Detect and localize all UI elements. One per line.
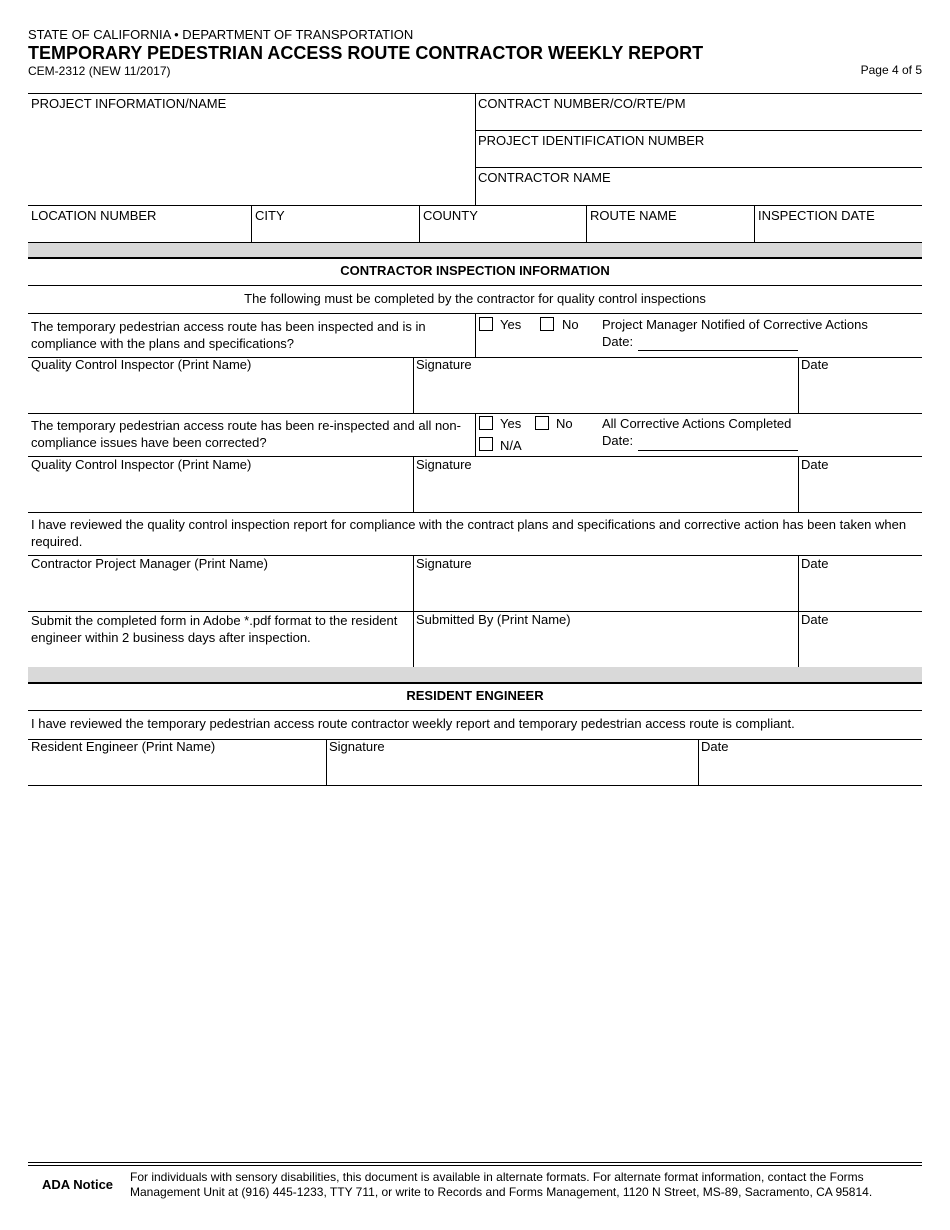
section-band (28, 667, 922, 682)
section-band (28, 243, 922, 257)
rule (28, 785, 922, 786)
rule (326, 739, 327, 785)
resident-section-title: RESIDENT ENGINEER (406, 688, 544, 703)
contract-number-field[interactable] (478, 95, 918, 129)
rule (28, 257, 922, 259)
rule (28, 682, 922, 684)
route-name-label: ROUTE NAME (590, 208, 677, 223)
re-signature-field[interactable] (329, 738, 694, 783)
contractor-name-field[interactable] (478, 169, 918, 203)
city-label: CITY (255, 208, 285, 223)
rule (475, 93, 476, 205)
qc-date-2-label: Date (801, 457, 829, 472)
ada-notice-label: ADA Notice (42, 1177, 114, 1192)
contractor-instruction: The following must be completed by the contractor for quality control inspections (244, 291, 706, 306)
re-signature-label: Signature (329, 739, 385, 754)
rule (28, 1162, 922, 1163)
q1-yes-label: Yes (500, 317, 522, 332)
question-2: The temporary pedestrian access route has been re-inspected and all non-compliance issues have been corrected? (31, 418, 461, 450)
submitted-by-field[interactable] (416, 611, 794, 665)
resident-engineer-field[interactable] (31, 738, 321, 783)
rule (586, 205, 587, 242)
qc-date-1-label: Date (801, 357, 829, 372)
q1-date-label: Date: (602, 334, 634, 349)
q2-no-checkbox[interactable] (535, 416, 549, 430)
qc-inspector-2-label: Quality Control Inspector (Print Name) (31, 457, 252, 472)
q2-na-label: N/A (500, 438, 522, 453)
re-date-field[interactable] (701, 738, 919, 783)
q1-no-label: No (562, 317, 579, 332)
rule (28, 512, 922, 513)
contractor-pm-label: Contractor Project Manager (Print Name) (31, 556, 268, 571)
rule (28, 1165, 922, 1166)
qc-date-1-field[interactable] (801, 356, 919, 410)
route-name-field[interactable] (590, 207, 750, 240)
q1-no-checkbox[interactable] (540, 317, 554, 331)
submitted-date-label: Date (801, 612, 829, 627)
contractor-section-title: CONTRACTOR INSPECTION INFORMATION (340, 263, 610, 278)
rule (413, 456, 414, 512)
rule (475, 167, 922, 168)
pm-signature-label: Signature (416, 556, 472, 571)
city-field[interactable] (255, 207, 415, 240)
form-number: CEM-2312 (NEW 11/2017) (28, 64, 171, 78)
pm-date-field[interactable] (801, 555, 919, 609)
qc-inspector-2-field[interactable] (31, 456, 409, 510)
review-statement: I have reviewed the quality control inspection report for compliance with the contract plans and specifications and corrective action has been taken when required. (31, 517, 907, 549)
q1-notice: Project Manager Notified of Corrective Actions (602, 317, 868, 332)
resident-engineer-label: Resident Engineer (Print Name) (31, 739, 216, 754)
project-id-field[interactable] (478, 132, 918, 166)
re-date-label: Date (701, 739, 729, 754)
ada-notice-text: For individuals with sensory disabilities, this document is available in alternate formats. For alternate format information, contact the Forms Management Unit at (916) 445-1233, TTY 711, or write to Records and Forms Management, 1120 N Street, MS-89, Sacramento, CA 95814. (130, 1170, 873, 1199)
q1-yes-checkbox[interactable] (479, 317, 493, 331)
contractor-pm-field[interactable] (31, 555, 409, 609)
qc-inspector-1-field[interactable] (31, 356, 409, 410)
page-number: Page 4 of 5 (860, 63, 922, 77)
submitted-date-field[interactable] (801, 611, 919, 665)
rule (413, 357, 414, 413)
rule (28, 285, 922, 286)
pm-signature-field[interactable] (416, 555, 794, 609)
rule (475, 413, 476, 456)
county-label: COUNTY (423, 208, 478, 223)
project-id-label: PROJECT IDENTIFICATION NUMBER (478, 133, 705, 148)
inspection-date-field[interactable] (758, 207, 918, 240)
q2-no-label: No (556, 416, 573, 431)
project-info-field[interactable] (31, 95, 471, 203)
qc-date-2-field[interactable] (801, 456, 919, 510)
rule (28, 710, 922, 711)
rule (28, 205, 922, 206)
inspection-date-label: INSPECTION DATE (758, 208, 875, 223)
rule (475, 313, 476, 357)
submit-instruction: Submit the completed form in Adobe *.pdf format to the resident engineer within 2 business days after inspection. (31, 613, 398, 645)
qc-signature-1-label: Signature (416, 357, 472, 372)
location-number-label: LOCATION NUMBER (31, 208, 157, 223)
form-title: TEMPORARY PEDESTRIAN ACCESS ROUTE CONTRACTOR WEEKLY REPORT (28, 43, 704, 63)
q2-notice: All Corrective Actions Completed (602, 416, 792, 431)
rule (698, 739, 699, 785)
contractor-name-label: CONTRACTOR NAME (478, 170, 611, 185)
location-number-field[interactable] (31, 207, 247, 240)
resident-statement: I have reviewed the temporary pedestrian access route contractor weekly report and temporary pedestrian access route is compliant. (31, 716, 795, 731)
q2-date-label: Date: (602, 433, 634, 448)
rule (251, 205, 252, 242)
q2-yes-label: Yes (500, 416, 522, 431)
q2-yes-checkbox[interactable] (479, 416, 493, 430)
rule (754, 205, 755, 242)
submitted-by-label: Submitted By (Print Name) (416, 612, 571, 627)
qc-signature-1-field[interactable] (416, 356, 794, 410)
pm-date-label: Date (801, 556, 829, 571)
rule (798, 456, 799, 512)
qc-signature-2-label: Signature (416, 457, 472, 472)
county-field[interactable] (423, 207, 583, 240)
rule (419, 205, 420, 242)
q2-na-checkbox[interactable] (479, 437, 493, 451)
qc-inspector-1-label: Quality Control Inspector (Print Name) (31, 357, 252, 372)
q2-date-input[interactable] (638, 450, 798, 451)
question-1: The temporary pedestrian access route has been inspected and is in compliance with the plans and specifications? (31, 319, 426, 351)
rule (798, 357, 799, 413)
qc-signature-2-field[interactable] (416, 456, 794, 510)
project-info-label: PROJECT INFORMATION/NAME (31, 96, 227, 111)
agency-line: STATE OF CALIFORNIA • DEPARTMENT OF TRANSPORTATION (28, 27, 414, 42)
q1-date-input[interactable] (638, 350, 798, 351)
contract-number-label: CONTRACT NUMBER/CO/RTE/PM (478, 96, 686, 111)
rule (475, 130, 922, 131)
